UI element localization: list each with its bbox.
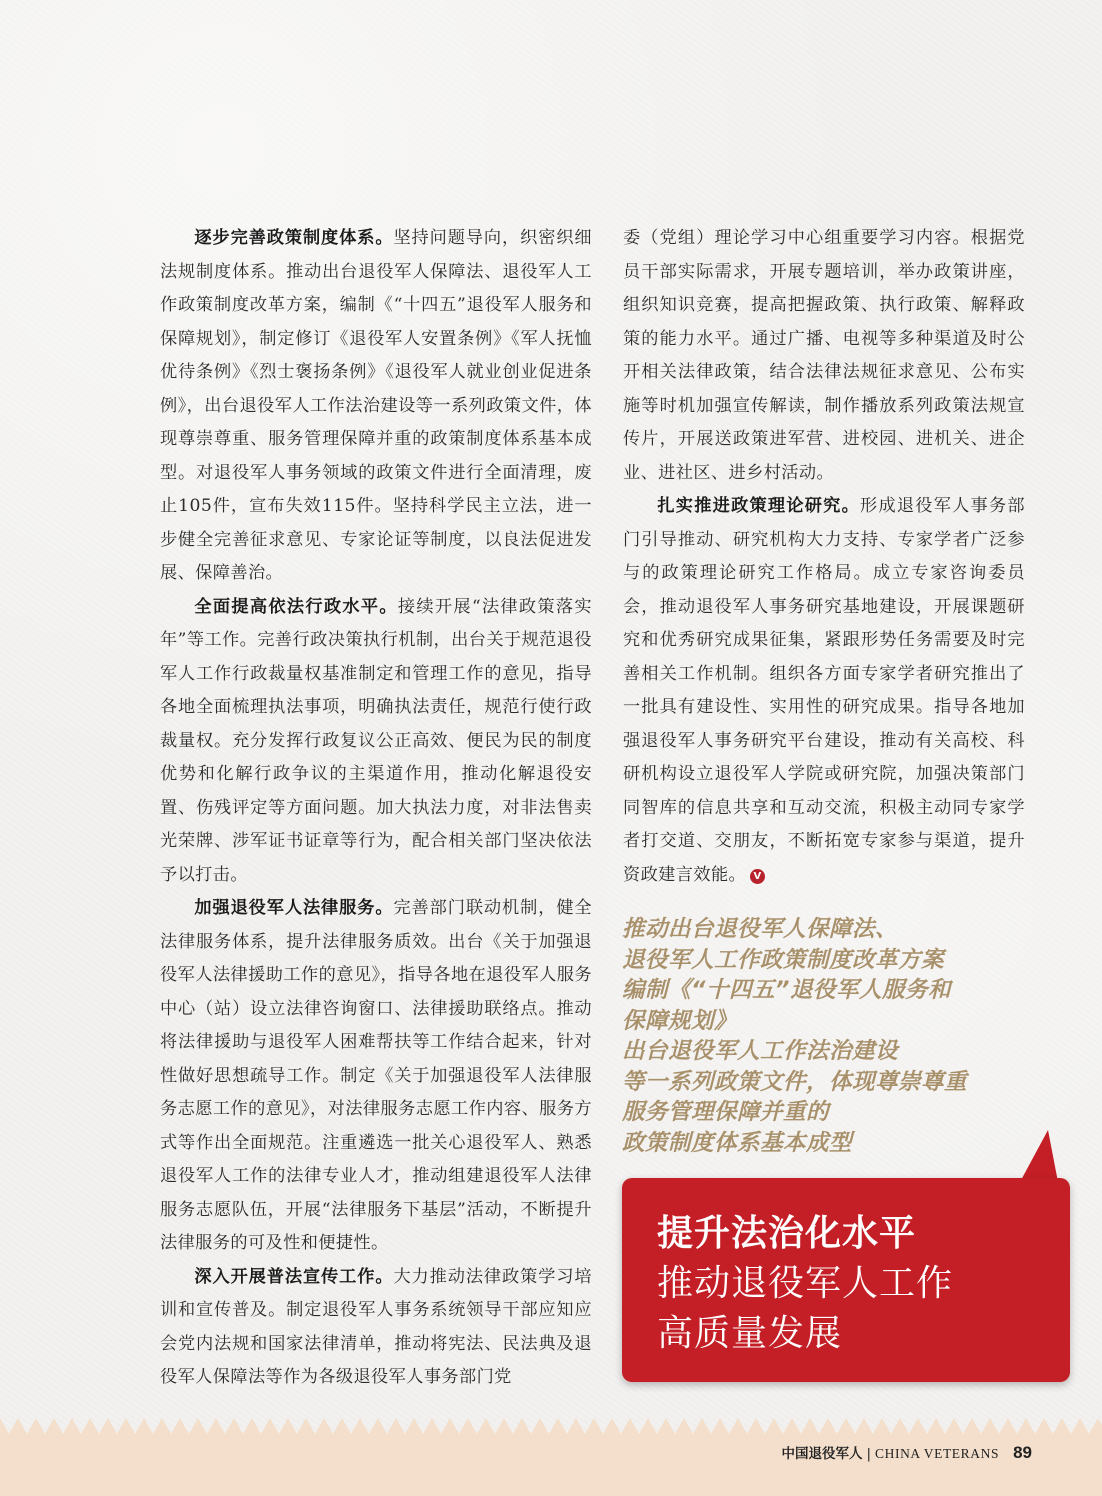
paragraph-text: 委（党组）理论学习中心组重要学习内容。根据党员干部实际需求，开展专题培训，举办政策讲座，组织知识竞赛，提高把握政策、执行政策、解释政策的能力水平。通过广播、电视等多种渠道及时公开相关法律政策，结合法律法规征求意见、公布实施等时机加强宣传解读，制作播放系列政策法规宣传片，开展送政策进军营、进校园、进机关、进企业、进社区、进乡村活动。 <box>623 228 1025 483</box>
paragraph-text: 大力推动法律政策学习培训和宣传普及。制定退役军人事务系统领导干部应知应会党内法规和国家法律清单，推动将宪法、民法典及退役军人保障法等作为各级退役军人事务部门党 <box>160 1266 592 1387</box>
end-mark-icon: V <box>750 869 765 884</box>
section-heading: 加强退役军人法律服务。 <box>194 898 394 918</box>
article-column-right <box>623 222 1025 892</box>
page-footer <box>781 1442 1032 1463</box>
paragraph-policy-system <box>160 222 592 591</box>
article-title: 提升法治化水平 <box>657 1212 917 1254</box>
footer-separator: | <box>866 1446 872 1462</box>
paragraph-publicity <box>160 1261 592 1395</box>
article-column-left <box>160 222 592 1395</box>
article-title-box <box>622 1130 1070 1382</box>
magazine-name-cn: 中国退役军人 <box>781 1446 863 1462</box>
section-heading: 全面提高依法行政水平。 <box>194 596 398 617</box>
paragraph-administration <box>160 591 592 893</box>
section-heading: 逐步完善政策制度体系。 <box>194 228 394 248</box>
paragraph-text: 完善部门联动机制，健全法律服务体系，提升法律服务质效。出台《关于加强退役军人法律援助工作的意见》，指导各地在退役军人服务中心（站）设立法律咨询窗口、法律援助联络点。推动将法律援助与退役军人困难帮扶等工作结合起来，针对性做好思想疏导工作。制定《关于加强退役军人法律服务志愿工作的意见》，对法律服务志愿工作内容、服务方式等作出全面规范。注重遴选一批关心退役军人、熟悉退役军人工作的法律专业人才，推动组建退役军人法律服务志愿队伍，开展“法律服务下基层”活动，不断提升法律服务的可及性和便捷性。 <box>160 898 592 1253</box>
paragraph-legal-services <box>160 892 592 1261</box>
pull-quote-line: 政策制度体系基本成型 <box>622 1129 853 1156</box>
paragraph-text: 接续开展“法律政策落实年”等工作。完善行政决策执行机制，出台关于规范退役军人工作行政裁量权基准制定和管理工作的意见，指导各地全面梳理执法事项，明确执法责任，规范行使行政裁量权。充分发挥行政复议公正高效、便民为民的制度优势和化解行政争议的主渠道作用，推动化解退役安置、伤残评定等方面问题。加大执法力度，对非法售卖光荣牌、涉军证书证章等行为，配合相关部门坚决依法予以打击。 <box>160 596 592 885</box>
section-heading: 扎实推进政策理论研究。 <box>657 496 861 516</box>
paragraph-publicity-continued <box>623 222 1025 490</box>
paragraph-research <box>623 490 1025 892</box>
pull-quote-line: 出台退役军人工作法治建设 <box>622 1038 899 1064</box>
pull-quote-line: 编制《“十四五”退役军人服务和 <box>622 977 951 1003</box>
pull-quote-line: 等一系列政策文件，体现尊崇尊重 <box>622 1068 968 1095</box>
pull-quote-line: 服务管理保障并重的 <box>622 1099 830 1125</box>
pull-quote-line: 推动出台退役军人保障法、 <box>622 916 899 942</box>
magazine-name-en: CHINA VETERANS <box>875 1446 1000 1461</box>
paragraph-text: 坚持问题导向，织密织细法规制度体系。推动出台退役军人保障法、退役军人工作政策制度改革方案，编制《“十四五”退役军人服务和保障规划》，制定修订《退役军人安置条例》《军人抚恤优待条例》《烈士褒扬条例》《退役军人就业创业促进条例》，出台退役军人工作法治建设等一系列政策文件，体现尊崇尊重、服务管理保障并重的政策制度体系基本成型。对退役军人事务领域的政策文件进行全面清理，废止105件，宣布失效115件。坚持科学民主立法，进一步健全完善征求意见、专家论证等制度，以良法促进发展、保障善治。 <box>160 228 592 583</box>
pull-quote-line: 保障规划》 <box>622 1007 738 1034</box>
section-heading: 深入开展普法宣传工作。 <box>194 1266 394 1287</box>
pull-quote-line: 退役军人工作政策制度改革方案 <box>622 946 945 973</box>
pull-quote <box>622 914 1062 1158</box>
article-subtitle-line: 推动退役军人工作 <box>657 1263 954 1304</box>
article-subtitle-line: 高质量发展 <box>657 1313 843 1354</box>
paragraph-text: 形成退役军人事务部门引导推动、研究机构大力支持、专家学者广泛参与的政策理论研究工作格局。成立专家咨询委员会，推动退役军人事务研究基地建设，开展课题研究和优秀研究成果征集，紧跟形势任务需要及时完善相关工作机制。组织各方面专家学者研究推出了一批具有建设性、实用性的研究成果。指导各地加强退役军人事务研究平台建设，推动有关高校、科研机构设立退役军人学院或研究院，加强决策部门同智库的信息共享和互动交流，积极主动同专家学者打交道、交朋友，不断拓宽专家参与渠道，提升资政建言效能。 <box>623 496 1025 885</box>
page-number: 89 <box>1013 1443 1032 1462</box>
